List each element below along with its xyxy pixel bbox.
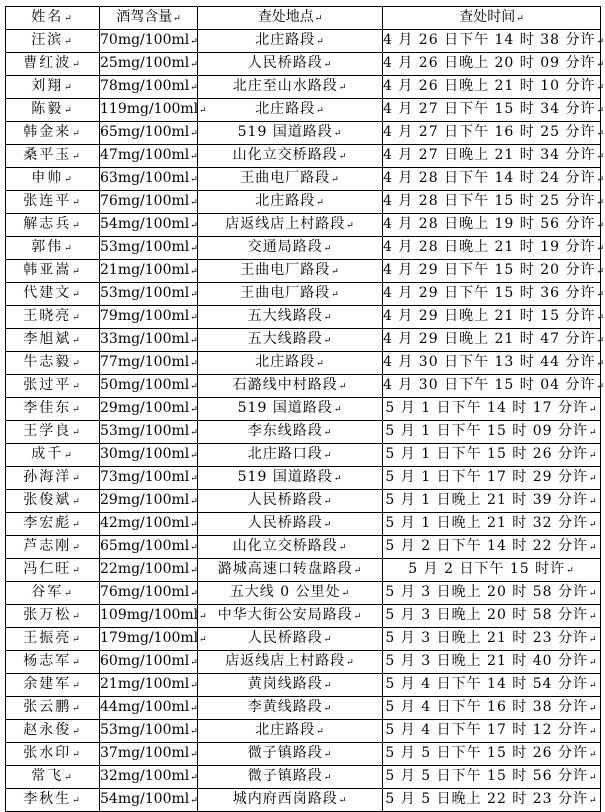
cell-level: 30mg/100ml↵ bbox=[100, 444, 198, 467]
table-row bbox=[6, 122, 601, 145]
cell-name: 冯仁旺↵ bbox=[6, 559, 100, 582]
cell-level: 76mg/100ml↵ bbox=[100, 191, 198, 214]
cell-location: 王曲电厂路段↵ bbox=[198, 283, 383, 306]
cell-name: 杨志军↵ bbox=[6, 651, 100, 674]
table-row bbox=[6, 260, 601, 283]
cell-level: 33mg/100ml↵ bbox=[100, 329, 198, 352]
cell-level: 54mg/100ml↵ bbox=[100, 789, 198, 812]
cell-location: 519 国道路段↵ bbox=[198, 467, 383, 490]
table-row bbox=[6, 283, 601, 306]
table-row bbox=[6, 53, 601, 76]
cell-location: 中华大街公安局路段↵ bbox=[198, 605, 383, 628]
table-row bbox=[6, 191, 601, 214]
cell-time: 5 月 1 日晚上 21 时 32 分许↵ bbox=[383, 513, 601, 536]
cell-location: 微子镇路段↵ bbox=[198, 766, 383, 789]
cell-location: 北庄路段↵ bbox=[198, 99, 383, 122]
cell-level: 79mg/100ml↵ bbox=[100, 306, 198, 329]
cell-time: 4 月 28 日晚上 21 时 19 分许↵ bbox=[383, 237, 601, 260]
cell-name: 王振亮↵ bbox=[6, 628, 100, 651]
cell-time: 4 月 27 日下午 15 时 34 分许↵ bbox=[383, 99, 601, 122]
cell-level: 22mg/100ml↵ bbox=[100, 559, 198, 582]
table-row bbox=[6, 536, 601, 559]
cell-level: 77mg/100ml↵ bbox=[100, 352, 198, 375]
cell-time: 5 月 2 日下午 15 时许↵ bbox=[383, 559, 601, 582]
cell-time: 5 月 1 日下午 17 时 29 分许↵ bbox=[383, 467, 601, 490]
cell-time: 4 月 27 日晚上 21 时 34 分许↵ bbox=[383, 145, 601, 168]
cell-name: 常飞↵ bbox=[6, 766, 100, 789]
cell-level: 65mg/100ml↵ bbox=[100, 122, 198, 145]
cell-level: 53mg/100ml↵ bbox=[100, 283, 198, 306]
cell-name: 李秋生↵ bbox=[6, 789, 100, 812]
cell-location: 北庄路段↵ bbox=[198, 720, 383, 743]
cell-name: 牛志毅↵ bbox=[6, 352, 100, 375]
table-row bbox=[6, 651, 601, 674]
table-row bbox=[6, 697, 601, 720]
cell-time: 5 月 5 日晚上 22 时 23 分许↵ bbox=[383, 789, 601, 812]
cell-time: 4 月 26 日下午 14 时 38 分许↵ bbox=[383, 30, 601, 53]
cell-time: 4 月 26 日晚上 20 时 09 分许↵ bbox=[383, 53, 601, 76]
cell-time: 4 月 30 日下午 15 时 04 分许↵ bbox=[383, 375, 601, 398]
cell-time: 4 月 29 日下午 15 时 36 分许↵ bbox=[383, 283, 601, 306]
table-row bbox=[6, 559, 601, 582]
cell-level: 37mg/100ml↵ bbox=[100, 743, 198, 766]
cell-time: 5 月 3 日晚上 21 时 40 分许↵ bbox=[383, 651, 601, 674]
cell-level: 44mg/100ml↵ bbox=[100, 697, 198, 720]
cell-time: 5 月 1 日下午 15 时 26 分许↵ bbox=[383, 444, 601, 467]
cell-level: 119mg/100ml↵ bbox=[100, 99, 198, 122]
cell-name: 郭伟↵ bbox=[6, 237, 100, 260]
cell-level: 73mg/100ml↵ bbox=[100, 467, 198, 490]
table-row bbox=[6, 145, 601, 168]
table-row bbox=[6, 513, 601, 536]
cell-name: 曹红波↵ bbox=[6, 53, 100, 76]
table-row bbox=[6, 605, 601, 628]
cell-location: 山化立交桥路段↵ bbox=[198, 145, 383, 168]
table-row bbox=[6, 76, 601, 99]
cell-level: 32mg/100ml↵ bbox=[100, 766, 198, 789]
header-row bbox=[6, 7, 601, 30]
cell-location: 五大线 0 公里处↵ bbox=[198, 582, 383, 605]
cell-location: 北庄路段↵ bbox=[198, 352, 383, 375]
cell-name: 汪滨↵ bbox=[6, 30, 100, 53]
table-row bbox=[6, 329, 601, 352]
cell-level: 65mg/100ml↵ bbox=[100, 536, 198, 559]
cell-name: 张万松↵ bbox=[6, 605, 100, 628]
cell-level: 25mg/100ml↵ bbox=[100, 53, 198, 76]
table-row bbox=[6, 674, 601, 697]
cell-location: 五大线路段↵ bbox=[198, 306, 383, 329]
table-row bbox=[6, 421, 601, 444]
cell-location: 微子镇路段↵ bbox=[198, 743, 383, 766]
dui-records-table bbox=[5, 6, 605, 812]
cell-level: 63mg/100ml↵ bbox=[100, 168, 198, 191]
cell-time: 5 月 5 日下午 15 时 56 分许↵ bbox=[383, 766, 601, 789]
cell-level: 78mg/100ml↵ bbox=[100, 76, 198, 99]
cell-name: 李宏彪↵ bbox=[6, 513, 100, 536]
cell-location: 城内府西岗路段↵ bbox=[198, 789, 383, 812]
cell-location: 王曲电厂路段↵ bbox=[198, 168, 383, 191]
cell-name: 韩金来↵ bbox=[6, 122, 100, 145]
table-row bbox=[6, 743, 601, 766]
cell-name: 芦志刚↵ bbox=[6, 536, 100, 559]
table-row bbox=[6, 237, 601, 260]
cell-name: 王晓亮↵ bbox=[6, 306, 100, 329]
cell-time: 4 月 29 日晚上 21 时 47 分许↵ bbox=[383, 329, 601, 352]
cell-name: 桑平玉↵ bbox=[6, 145, 100, 168]
cell-name: 赵永俊↵ bbox=[6, 720, 100, 743]
table-row bbox=[6, 766, 601, 789]
cell-location: 人民桥路段↵ bbox=[198, 628, 383, 651]
table-row bbox=[6, 789, 601, 812]
cell-name: 刘翔↵ bbox=[6, 76, 100, 99]
cell-time: 5 月 1 日晚上 21 时 39 分许↵ bbox=[383, 490, 601, 513]
cell-level: 179mg/100ml↵ bbox=[100, 628, 198, 651]
cell-name: 李旭斌↵ bbox=[6, 329, 100, 352]
cell-name: 申帅↵ bbox=[6, 168, 100, 191]
cell-location: 人民桥路段↵ bbox=[198, 53, 383, 76]
cell-name: 张水印↵ bbox=[6, 743, 100, 766]
cell-location: 北庄路段↵ bbox=[198, 191, 383, 214]
cell-name: 代建文↵ bbox=[6, 283, 100, 306]
cell-location: 潞城高速口转盘路段↵ bbox=[198, 559, 383, 582]
cell-name: 张俊斌↵ bbox=[6, 490, 100, 513]
cell-location: 519 国道路段↵ bbox=[198, 122, 383, 145]
cell-location: 山化立交桥路段↵ bbox=[198, 536, 383, 559]
cell-location: 人民桥路段↵ bbox=[198, 513, 383, 536]
cell-time: 4 月 30 日下午 13 时 44 分许↵ bbox=[383, 352, 601, 375]
table-row bbox=[6, 467, 601, 490]
cell-level: 42mg/100ml↵ bbox=[100, 513, 198, 536]
cell-level: 50mg/100ml↵ bbox=[100, 375, 198, 398]
cell-location: 人民桥路段↵ bbox=[198, 490, 383, 513]
cell-location: 交通局路段↵ bbox=[198, 237, 383, 260]
header-name: 姓名↵ bbox=[6, 7, 100, 30]
cell-level: 21mg/100ml↵ bbox=[100, 260, 198, 283]
cell-location: 店返线店上村路段↵ bbox=[198, 214, 383, 237]
cell-time: 5 月 4 日下午 17 时 12 分许↵ bbox=[383, 720, 601, 743]
header-level: 酒驾含量↵ bbox=[100, 7, 198, 30]
cell-level: 47mg/100ml↵ bbox=[100, 145, 198, 168]
cell-level: 109mg/100ml↵ bbox=[100, 605, 198, 628]
cell-time: 4 月 27 日下午 16 时 25 分许↵ bbox=[383, 122, 601, 145]
table-row bbox=[6, 352, 601, 375]
cell-location: 李东线路段↵ bbox=[198, 421, 383, 444]
cell-level: 60mg/100ml↵ bbox=[100, 651, 198, 674]
table-row bbox=[6, 375, 601, 398]
table-row bbox=[6, 398, 601, 421]
cell-level: 53mg/100ml↵ bbox=[100, 237, 198, 260]
cell-time: 5 月 5 日下午 15 时 26 分许↵ bbox=[383, 743, 601, 766]
table-row bbox=[6, 720, 601, 743]
table-row bbox=[6, 490, 601, 513]
cell-level: 53mg/100ml↵ bbox=[100, 421, 198, 444]
cell-location: 黄岗线路段↵ bbox=[198, 674, 383, 697]
cell-time: 5 月 2 日下午 14 时 22 分许↵ bbox=[383, 536, 601, 559]
cell-time: 4 月 29 日晚上 21 时 15 分许↵ bbox=[383, 306, 601, 329]
cell-time: 5 月 4 日下午 16 时 38 分许↵ bbox=[383, 697, 601, 720]
cell-time: 4 月 28 日下午 15 时 25 分许↵ bbox=[383, 191, 601, 214]
cell-location: 王曲电厂路段↵ bbox=[198, 260, 383, 283]
cell-time: 5 月 3 日晚上 20 时 58 分许↵ bbox=[383, 605, 601, 628]
header-location: 查处地点↵ bbox=[198, 7, 383, 30]
cell-time: 5 月 1 日下午 14 时 17 分许↵ bbox=[383, 398, 601, 421]
cell-name: 张连平↵ bbox=[6, 191, 100, 214]
cell-time: 4 月 26 日晚上 21 时 10 分许↵ bbox=[383, 76, 601, 99]
table-row bbox=[6, 628, 601, 651]
table-row bbox=[6, 168, 601, 191]
table-row bbox=[6, 444, 601, 467]
cell-level: 70mg/100ml↵ bbox=[100, 30, 198, 53]
cell-level: 53mg/100ml↵ bbox=[100, 720, 198, 743]
cell-name: 王学良↵ bbox=[6, 421, 100, 444]
cell-name: 余建军↵ bbox=[6, 674, 100, 697]
cell-location: 519 国道路段↵ bbox=[198, 398, 383, 421]
table-row bbox=[6, 214, 601, 237]
table-row bbox=[6, 99, 601, 122]
cell-location: 石潞线中村路段↵ bbox=[198, 375, 383, 398]
cell-name: 解志兵↵ bbox=[6, 214, 100, 237]
cell-time: 4 月 28 日晚上 19 时 56 分许↵ bbox=[383, 214, 601, 237]
cell-level: 29mg/100ml↵ bbox=[100, 398, 198, 421]
cell-level: 54mg/100ml↵ bbox=[100, 214, 198, 237]
cell-time: 5 月 1 日下午 15 时 09 分许↵ bbox=[383, 421, 601, 444]
cell-location: 北庄路段↵ bbox=[198, 30, 383, 53]
cell-name: 谷军↵ bbox=[6, 582, 100, 605]
cell-name: 张云鹏↵ bbox=[6, 697, 100, 720]
cell-time: 5 月 4 日下午 14 时 54 分许↵ bbox=[383, 674, 601, 697]
cell-time: 4 月 28 日下午 14 时 24 分许↵ bbox=[383, 168, 601, 191]
cell-location: 北庄至山水路段↵ bbox=[198, 76, 383, 99]
cell-time: 5 月 3 日晚上 20 时 58 分许↵ bbox=[383, 582, 601, 605]
header-time: 查处时间↵ bbox=[383, 7, 601, 30]
cell-name: 张过平↵ bbox=[6, 375, 100, 398]
table-body bbox=[6, 7, 605, 812]
table-row bbox=[6, 30, 601, 53]
cell-time: 5 月 3 日晚上 21 时 23 分许↵ bbox=[383, 628, 601, 651]
table-row bbox=[6, 306, 601, 329]
table-row bbox=[6, 582, 601, 605]
cell-level: 76mg/100ml↵ bbox=[100, 582, 198, 605]
cell-name: 成千↵ bbox=[6, 444, 100, 467]
cell-level: 29mg/100ml↵ bbox=[100, 490, 198, 513]
cell-location: 店返线店上村路段↵ bbox=[198, 651, 383, 674]
cell-time: 4 月 29 日下午 15 时 20 分许↵ bbox=[383, 260, 601, 283]
cell-level: 21mg/100ml↵ bbox=[100, 674, 198, 697]
cell-name: 韩亚嵩↵ bbox=[6, 260, 100, 283]
cell-location: 李黄线路段↵ bbox=[198, 697, 383, 720]
cell-name: 李佳东↵ bbox=[6, 398, 100, 421]
cell-location: 北庄路口段↵ bbox=[198, 444, 383, 467]
cell-name: 陈毅↵ bbox=[6, 99, 100, 122]
cell-name: 孙海洋↵ bbox=[6, 467, 100, 490]
cell-location: 五大线路段↵ bbox=[198, 329, 383, 352]
